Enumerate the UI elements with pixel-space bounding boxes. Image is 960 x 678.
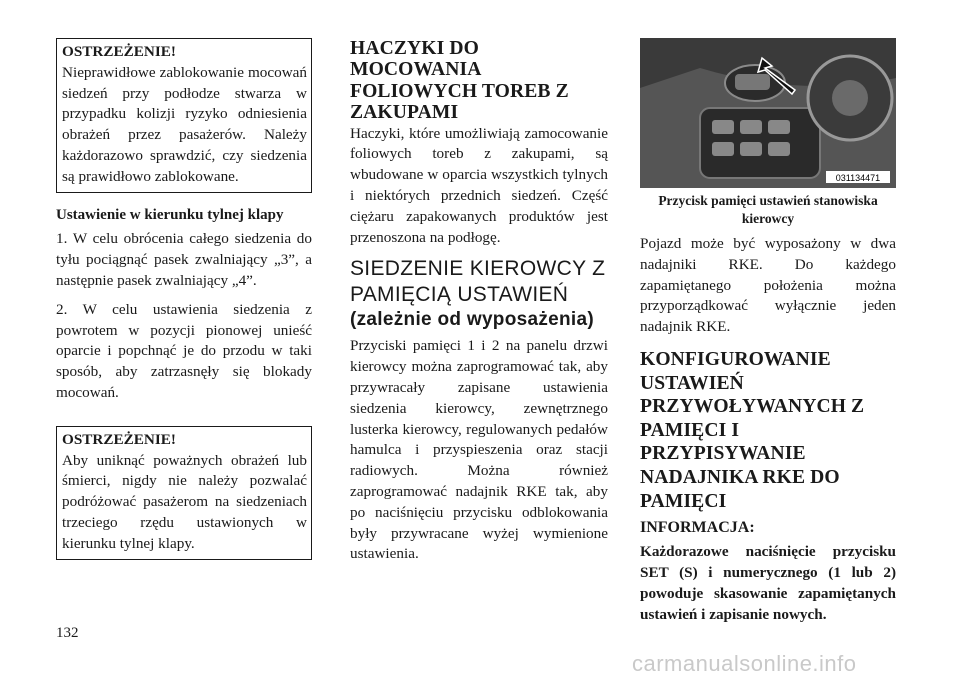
middle-column	[350, 38, 608, 573]
heading-memory-seat	[350, 256, 608, 332]
para-rke: Pojazd może być wyposażony w dwa nadajniki RKE. Do każdego zapamiętanego położenia można przyporządkować wyłącznie jeden nadajnik RKE.	[640, 235, 896, 336]
info-label: INFORMACJA:	[640, 519, 755, 537]
memory-button-photo	[640, 38, 896, 188]
warning-1-title: OSTRZEŻENIE!	[62, 43, 176, 60]
left-column	[56, 38, 312, 572]
warning-1-text: Nieprawidłowe zablokowanie mocowań siedzeń przy podłodze stwarza w przypadku kolizji ryzyko odniesienia obrażeń przez pasażerów. Należy każdorazowo sprawdzić, czy siedzenia są prawidłowo zablokowane.	[62, 63, 307, 185]
para-memory-seat: Przyciski pamięci 1 i 2 na panelu drzwi kierowcy można zaprogramować tak, aby przywracały zapisane ustawienia siedzenia kierowcy, zewnętrznego lusterka kierowcy, regulowanych pedałów hamulca i przyspieszenia oraz stacji radiowych. Można również zaprogramować nadajnik RKE tak, aby po naciśnięciu przycisku odblokowania były przywracane wyżej wymienione ustawienia.	[350, 337, 608, 563]
warning-box-2	[56, 426, 312, 560]
door-panel-illustration	[640, 38, 896, 188]
page-number: 132	[56, 625, 79, 641]
subheading-rear-facing: Ustawienie w kierunku tylnej klapy	[56, 206, 284, 223]
photo-code: 031134471	[835, 173, 881, 183]
para-shopping-hooks: Haczyki, które umożliwiają zamocowanie foliowych toreb z zakupami, są wbudowane w oparcia wszystkich tylnych i niektórych przednich siedzeń. Część ciężaru zapakowanych produktów jest przenoszona na podłogę.	[350, 124, 608, 246]
warning-2-title: OSTRZEŻENIE!	[62, 430, 176, 448]
heading-memory-seat-title: SIEDZENIE KIEROWCY Z PAMIĘCIĄ USTAWIEŃ	[350, 257, 606, 307]
watermark: carmanualsonline.info	[632, 651, 857, 676]
warning-box-1	[56, 38, 312, 193]
info-text: Każdorazowe naciśnięcie przycisku SET (S) i numerycznego (1 lub 2) powoduje skasowanie zapamiętanych ustawień i zapisanie nowych.	[640, 543, 896, 624]
heading-memory-seat-sub: (zależnie od wyposażenia)	[350, 309, 594, 331]
right-column	[640, 38, 896, 625]
warning-2-text: Aby uniknąć poważnych obrażeń lub śmierci, nigdy nie należy pozwalać podróżować pasażerom na siedzeniach trzeciego rzędu ustawionych w kierunku tylnej klapy.	[62, 451, 307, 552]
step-1: 1. W celu obrócenia całego siedzenia do tyłu pociągnąć pasek zwalniający „3”, a następnie pasek zwalniający „4”.	[56, 230, 312, 289]
photo-caption: Przycisk pamięci ustawień stanowiska kierowcy	[658, 193, 878, 226]
heading-shopping-hooks: HACZYKI DO MOCOWANIA FOLIOWYCH TOREB Z ZAKUPAMI	[350, 38, 569, 124]
step-2: 2. W celu ustawienia siedzenia z powrotem w pozycji pionowej unieść oparcie i popchnąć je do przodu w taki sposób, aby zatrzasnęły się blokady mocowań.	[56, 300, 312, 401]
heading-configure-memory: KONFIGUROWANIE USTAWIEŃ PRZYWOŁYWANYCH Z PAMIĘCI I PRZYPISYWANIE NADAJNIKA RKE DO PAMIĘCI	[640, 348, 865, 512]
